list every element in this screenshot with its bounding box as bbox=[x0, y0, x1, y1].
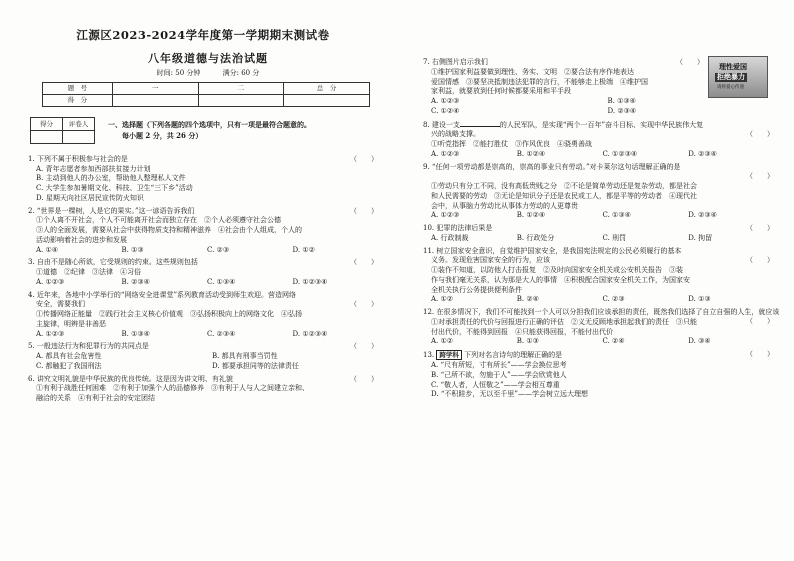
score-table-cell[interactable] bbox=[284, 94, 370, 106]
image-text: 理性爱国 bbox=[719, 62, 747, 71]
statement: 会中，从事脑力劳动比从事体力劳动的人更尊贵 bbox=[431, 201, 578, 210]
answer-paren[interactable]: （ ） bbox=[746, 224, 774, 232]
option[interactable]: C. 大学生参加暑期文化、科技、卫生“三下乡”活动 bbox=[36, 184, 193, 193]
question-5 bbox=[28, 342, 388, 370]
statement: 爱国情感 ③要坚决抵制违法犯罪的言行，不能够走上极端 ④维护国 bbox=[431, 77, 648, 86]
statement: 活动影响着社会的进步和发展 bbox=[36, 235, 127, 244]
answer-paren[interactable]: （ ） bbox=[676, 58, 704, 66]
choice[interactable]: C. ①②③④ bbox=[602, 149, 638, 158]
fill-blank[interactable] bbox=[460, 120, 500, 127]
question-stem: 5. 一般违法行为和犯罪行为的共同点是 bbox=[28, 342, 149, 351]
grader-table bbox=[30, 117, 95, 144]
question-stem: 3. 自由不是随心所欲，它受规则的约束。这些规则包括 bbox=[28, 258, 198, 267]
question-stem: 1. 下列不属于积极参与社会的是 bbox=[28, 154, 128, 163]
option[interactable]: D. “不积跬步，无以至千里”——学会树立远大理想 bbox=[431, 390, 588, 399]
statement: ①有利于战胜任何困难 ②有利于加强个人的品德修养 ③有利于人与人之间建立亲和、 bbox=[36, 384, 309, 393]
answer-paren[interactable]: （ ） bbox=[746, 130, 774, 139]
exam-time: 时间: 50 分钟 bbox=[156, 69, 201, 78]
choice[interactable]: A. ①② bbox=[431, 295, 454, 304]
right-column bbox=[405, 0, 790, 561]
answer-paren[interactable]: （ ） bbox=[350, 206, 378, 215]
statement: ①劳动只有分工不同，没有高低贵贱之分 ②不论是简单劳动还是复杂劳动，都是社会 bbox=[431, 182, 697, 190]
choice[interactable]: A. ①④ bbox=[36, 245, 59, 254]
score-table-cell: 一 bbox=[112, 82, 198, 94]
choice[interactable]: B. ①③ bbox=[516, 337, 539, 346]
answer-paren[interactable]: （ ） bbox=[746, 316, 774, 325]
choice-row bbox=[423, 211, 784, 220]
statement: 家利益，就要放到任何时候都要采用和平手段 bbox=[431, 87, 571, 96]
question-number: 13. bbox=[423, 351, 435, 359]
section-heading-line: 一、选择题（下列各题的四个选项中，只有一项是最符合题意的。 bbox=[108, 119, 311, 129]
choice[interactable]: C. ①③④ bbox=[602, 211, 631, 220]
score-table-cell: 二 bbox=[198, 82, 284, 94]
choice[interactable]: C. ②④ bbox=[602, 337, 625, 346]
statement: ③人的全面发展，需要从社会中获得物质支持和精神滋养 ④社会由个人组成，个人的 bbox=[36, 226, 302, 235]
question-stem: 下列对名言诗句的理解正确的是 bbox=[464, 351, 563, 359]
choice[interactable]: C. 刑罚 bbox=[602, 233, 627, 242]
score-table-cell[interactable] bbox=[198, 94, 284, 106]
choice-row bbox=[423, 295, 784, 304]
choice-row bbox=[28, 362, 388, 371]
question-stem: 的人民军队，是实现“两个一百年”奋斗目标、实现中华民族伟大复 bbox=[499, 120, 704, 129]
answer-paren[interactable]: （ ） bbox=[746, 172, 774, 181]
choice[interactable]: C. ②③ bbox=[207, 245, 230, 254]
question-4 bbox=[28, 291, 388, 339]
question-11 bbox=[423, 247, 784, 305]
question-12 bbox=[423, 308, 784, 346]
score-table-cell[interactable] bbox=[112, 94, 198, 106]
section-heading bbox=[108, 119, 394, 141]
choice[interactable]: C. ②③④ bbox=[207, 329, 236, 338]
answer-paren[interactable]: （ ） bbox=[350, 258, 378, 267]
answer-paren[interactable]: （ ） bbox=[350, 374, 378, 383]
question-stem: 10. 犯罪的法律后果是 bbox=[423, 224, 493, 232]
choice[interactable]: A. ①②③ bbox=[36, 277, 65, 286]
answer-paren[interactable]: （ ） bbox=[350, 342, 378, 351]
choice[interactable]: B. ①③ bbox=[121, 245, 144, 254]
grader-score-label: 得分 bbox=[31, 117, 63, 130]
statement: ①维护国家利益要做到理性、务实、文明 ②要合法有序作地表达 bbox=[431, 67, 634, 76]
statement: 主旋律，明辨是非善恶 bbox=[36, 319, 106, 328]
question-stem: 11. 树立国家安全意识，自觉维护国家安全，是我国宪法规定的公民必须履行的基本 bbox=[423, 246, 682, 255]
choice-row bbox=[423, 150, 784, 159]
question-stem: 2. “世界是一棵树，人是它的果实。”这一谚语告诉我们 bbox=[28, 206, 195, 215]
choice[interactable]: D. 拘留 bbox=[688, 233, 713, 242]
question-stem: 9. “任何一项劳动都是崇高的，崇高的事业只有劳动。”对卡莱尔这句话理解正确的是 bbox=[423, 162, 681, 171]
choice[interactable]: D. ①②③④ bbox=[292, 277, 328, 286]
exam-title: 江源区2023-2024学年度第一学期期末测试卷 bbox=[76, 28, 330, 42]
question-9 bbox=[423, 163, 784, 221]
statement: ①个人离不开社会，个人不可能离开社会而独立存在 ②个人必须遵守社会公德 bbox=[36, 216, 281, 225]
option[interactable]: B. “己所不欲，勿施于人”——学会欣赏他人 bbox=[431, 370, 567, 379]
question-13 bbox=[423, 350, 784, 399]
section-heading-line: 每小题 2 分，共 26 分） bbox=[122, 131, 203, 141]
answer-paren[interactable]: （ ） bbox=[746, 350, 774, 358]
patriotism-image bbox=[708, 56, 768, 98]
exam-meta bbox=[28, 69, 388, 78]
choice[interactable]: B. ②③④ bbox=[121, 277, 150, 286]
statement: 融洽的关系 ④有利于社会的安定团结 bbox=[36, 394, 155, 403]
choice[interactable]: B. ①③④ bbox=[121, 329, 150, 338]
question-stem: 12. 在很多情况下，我们不可能找到一个人可以分担我们应该承担的责任，既然我们选择了自立自强的人生，就应该 bbox=[423, 308, 780, 316]
image-text: 请将爱心传递 bbox=[717, 85, 744, 90]
image-text: 拒绝暴力 bbox=[717, 72, 745, 81]
choice[interactable]: B. 行政处分 bbox=[516, 233, 555, 242]
statement: 安全，需要我们 bbox=[36, 300, 85, 309]
question-10 bbox=[423, 224, 784, 243]
question-stem: 4. 近年来，各地中小学举行的“网络安全进课堂”系列教育活动受到师生欢迎。营造网络 bbox=[28, 290, 297, 299]
score-table bbox=[42, 82, 370, 107]
grader-row bbox=[28, 113, 388, 151]
option[interactable]: C. “敬人者，人恒敬之”——学会相互尊重 bbox=[431, 380, 560, 389]
question-stem: 8. 建设一支 bbox=[423, 120, 460, 129]
choice[interactable]: D. ②③④ bbox=[688, 149, 717, 158]
grader-score-cell[interactable] bbox=[31, 130, 63, 143]
question-stem: 兴的战略支撑。 bbox=[431, 130, 480, 139]
choice[interactable]: D. ③④ bbox=[688, 337, 711, 346]
choice[interactable]: A. 都具有社会危害性 bbox=[36, 352, 102, 361]
option[interactable]: A. 青年志愿者参加西部扶贫接力计划 bbox=[36, 164, 151, 173]
question-stem: 7. 右侧图片启示我们 bbox=[423, 58, 488, 66]
choice-row bbox=[423, 107, 784, 116]
question-8 bbox=[423, 120, 784, 159]
statement: 全机关执行公务提供便利条件 bbox=[431, 285, 522, 294]
option[interactable]: A. “尺有所短，寸有所长”——学会换位思考 bbox=[431, 361, 567, 370]
statement: 付出代价，不能得到回报 ④只能获得回报，不能付出代价 bbox=[431, 327, 613, 336]
choice[interactable]: A. ①②③ bbox=[431, 211, 460, 220]
choice-row bbox=[28, 278, 388, 287]
statement: 义务。发现危害国家安全的行为，应该 bbox=[431, 256, 550, 265]
exam-subtitle: 八年级道德与法治试题 bbox=[148, 52, 268, 66]
cross-subject-badge: 跨学科 bbox=[436, 350, 462, 360]
choice[interactable]: D. ①② bbox=[292, 245, 315, 254]
score-table-cell: 得 分 bbox=[43, 94, 113, 106]
statement: ①道德 ②纪律 ③法律 ④习俗 bbox=[36, 268, 141, 277]
choice[interactable]: A. 行政制裁 bbox=[431, 233, 469, 242]
statement: 作与我们毫无关系，认为那是大人的事情 ④积极配合国家安全机关工作，为国家安 bbox=[431, 275, 690, 284]
choice[interactable]: A. ①② bbox=[431, 337, 454, 346]
choice[interactable]: A. ①②③ bbox=[431, 97, 460, 105]
choice[interactable]: A. ①②③ bbox=[36, 329, 65, 338]
choice[interactable]: C. ①②④ bbox=[431, 106, 460, 115]
statement: ①装作不知道，以防他人打击报复 ②及时向国家安全机关或公安机关报告 ③装 bbox=[431, 266, 683, 274]
choice[interactable]: D. ①③ bbox=[688, 295, 711, 304]
choice-row bbox=[28, 330, 388, 339]
statement: 和人民需要的劳动 ③无论是知识分子还是农民或工人，都是平等的劳动者 ④现代社 bbox=[431, 191, 697, 200]
choice[interactable]: B. ①②④ bbox=[516, 149, 546, 158]
choice[interactable]: B. ①②④ bbox=[516, 211, 546, 220]
exam-score: 满分: 60 分 bbox=[222, 69, 260, 78]
choice[interactable]: B. ①③④ bbox=[607, 97, 636, 105]
statement: ①对承担责任的代价与回报进行正确的评估 ②义无反顾地承担起我们的责任 ③只能 bbox=[431, 317, 697, 326]
choice[interactable]: D. ②③④ bbox=[688, 211, 717, 220]
choice-row bbox=[423, 97, 784, 106]
choice[interactable]: A. ①②③ bbox=[431, 149, 460, 158]
option[interactable]: B. 主动到他人的办公室，帮助他人整理私人文件 bbox=[36, 174, 186, 183]
score-table-cell: 总 分 bbox=[284, 82, 370, 94]
score-table-cell: 题 号 bbox=[43, 82, 113, 94]
answer-paren[interactable]: （ ） bbox=[746, 256, 774, 265]
option[interactable]: D. 星期天向社区居民宣传防火知识 bbox=[36, 193, 144, 202]
choice-row bbox=[423, 234, 784, 243]
choice[interactable]: C. 都触犯了我国刑法 bbox=[36, 361, 102, 370]
choice-row bbox=[28, 352, 388, 361]
question-3 bbox=[28, 258, 388, 286]
choice[interactable]: D. ②③④ bbox=[607, 106, 637, 115]
question-stem: 6. 讲究文明礼貌是中华民族的优良传统。这是因为讲文明、有礼貌 bbox=[28, 374, 233, 383]
answer-paren[interactable]: （ ） bbox=[350, 154, 378, 163]
choice[interactable]: C. ②③ bbox=[602, 295, 625, 304]
question-2 bbox=[28, 207, 388, 255]
choice-row bbox=[423, 337, 784, 346]
choice[interactable]: B. ②④ bbox=[516, 295, 539, 304]
left-column bbox=[8, 0, 394, 561]
question-6 bbox=[28, 375, 388, 403]
choice[interactable]: C. ①③④ bbox=[207, 277, 236, 286]
choice[interactable]: D. ①②③④ bbox=[292, 329, 328, 338]
choice-row bbox=[28, 246, 388, 255]
grader-name-cell[interactable] bbox=[63, 130, 95, 143]
statement: ①听党指挥 ②能打胜仗 ③作风优良 ④骁勇善战 bbox=[431, 140, 592, 148]
choice[interactable]: B. 都具有刑事当罚性 bbox=[212, 352, 278, 361]
question-1 bbox=[28, 155, 388, 203]
grader-name-label: 评卷人 bbox=[63, 117, 95, 130]
answer-paren[interactable]: （ ） bbox=[350, 300, 378, 309]
statement: ①传播网络正能量 ②践行社会主义核心价值观 ③弘扬积极向上的网络文化 ④弘扬 bbox=[36, 310, 302, 319]
choice[interactable]: D. 都要承担同等的法律责任 bbox=[212, 361, 299, 370]
